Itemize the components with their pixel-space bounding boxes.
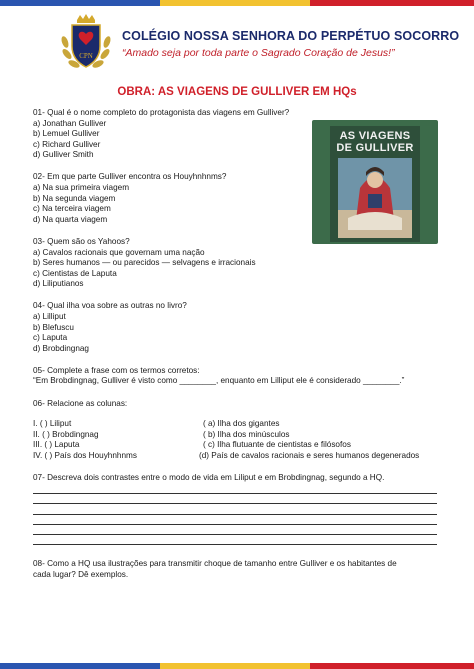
school-name: COLÉGIO NOSSA SENHORA DO PERPÉTUO SOCORRO: [122, 29, 460, 43]
questionnaire: [33, 108, 443, 592]
question-1-text: 01- Qual é o nome completo do protagonista das viagens em Gulliver?: [33, 108, 290, 117]
question-8: [33, 559, 443, 580]
question-1-option-a: a) Jonathan Gulliver: [33, 118, 107, 128]
match-right-d: (d) País de cavalos racionais e seres humanos degenerados: [199, 450, 420, 460]
question-4-option-b: b) Blefuscu: [33, 322, 74, 332]
match-right-a: ( a) Ilha dos gigantes: [203, 419, 280, 429]
question-8-text-line1: 08- Como a HQ usa ilustrações para transmitir choque de tamanho entre Gulliver e os habitantes de: [33, 559, 397, 569]
question-2-option-a: a) Na sua primeira viagem: [33, 183, 130, 193]
match-left-2: II. ( ) Brobdingnag: [33, 429, 99, 439]
svg-text:CPN: CPN: [79, 52, 93, 60]
question-8-text-line2: cada lugar? Dê exemplos.: [33, 570, 129, 579]
question-2-option-d: d) Na quarta viagem: [33, 214, 108, 224]
page-title: OBRA: AS VIAGENS DE GULLIVER EM HQs: [117, 86, 357, 98]
question-3-option-d: d) Liliputianos: [33, 279, 84, 289]
question-3-option-a: a) Cavalos racionais que governam uma nação: [33, 247, 205, 257]
top-color-stripe: [0, 0, 474, 6]
question-5-sentence: “Em Brobdingnag, Gulliver é visto como ________, enquanto em Lilliput ele é considerado ________.”: [33, 376, 405, 386]
question-3-option-c: c) Cientistas de Laputa: [33, 268, 117, 278]
answer-line-3[interactable]: [33, 504, 437, 514]
question-1-option-b: b) Lemuel Gulliver: [33, 129, 100, 139]
question-2: [33, 172, 443, 225]
question-4-option-a: a) Lilliput: [33, 312, 66, 321]
question-7-text: 07- Descreva dois contrastes entre o modo de vida em Liliput e em Brobdingnag, segundo a HQ.: [33, 473, 385, 483]
school-crest-icon: [58, 12, 114, 74]
match-left-4: IV. ( ) País dos Houyhnhnms: [33, 450, 137, 460]
question-6: [33, 399, 443, 462]
question-5: [33, 366, 443, 387]
answer-line-5[interactable]: [33, 525, 437, 535]
question-1: [33, 108, 443, 161]
answer-line-1[interactable]: [33, 484, 437, 494]
school-header: [58, 12, 458, 74]
match-left-3: III. ( ) Laputa: [33, 440, 80, 450]
question-5-text: 05- Complete a frase com os termos corretos:: [33, 365, 200, 375]
answer-line-2[interactable]: [33, 494, 437, 504]
question-3-option-b: b) Seres humanos — ou parecidos — selvagens e irracionais: [33, 258, 256, 268]
question-2-option-b: b) Na segunda viagem: [33, 193, 116, 203]
question-1-option-d: d) Gulliver Smith: [33, 150, 94, 160]
question-4-option-d: d) Brobdingnag: [33, 343, 89, 353]
question-7: [33, 473, 443, 545]
question-3: [33, 237, 443, 290]
question-1-option-c: c) Richard Gulliver: [33, 139, 101, 149]
match-left-1: I. ( ) Liliput: [33, 419, 72, 429]
match-right-b: ( b) Ilha dos minúsculos: [203, 429, 290, 439]
answer-line-4[interactable]: [33, 515, 437, 525]
question-2-option-c: c) Na terceira viagem: [33, 204, 111, 214]
school-motto: “Amado seja por toda parte o Sagrado Coração de Jesus!”: [122, 47, 395, 59]
question-3-text: 03- Quem são os Yahoos?: [33, 236, 130, 246]
match-right-c: ( c) Ilha flutuante de cientistas e filósofos: [203, 440, 351, 450]
question-4-option-c: c) Laputa: [33, 333, 68, 343]
question-4: [33, 301, 443, 354]
question-2-text: 02- Em que parte Gulliver encontra os Houyhnhnms?: [33, 172, 227, 182]
cover-title-line2: DE GULLIVER: [336, 142, 414, 154]
cover-title-line1: AS VIAGENS: [339, 130, 411, 142]
bottom-color-stripe: [0, 663, 474, 669]
question-4-text: 04- Qual ilha voa sobre as outras no livro?: [33, 301, 187, 311]
answer-line-6[interactable]: [33, 535, 437, 545]
question-6-text: 06- Relacione as colunas:: [33, 398, 128, 408]
